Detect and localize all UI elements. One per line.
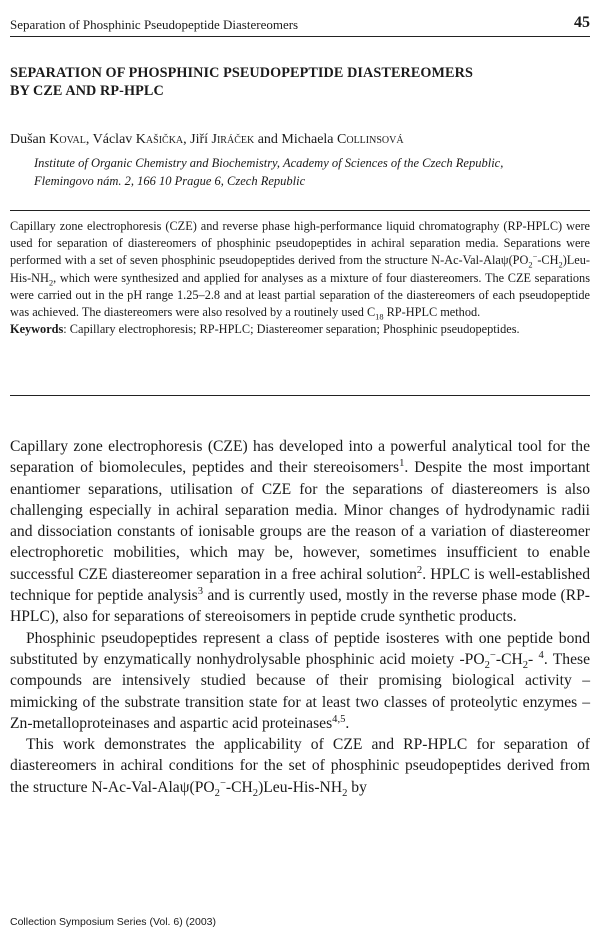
- psi-symbol: ψ: [179, 778, 190, 796]
- subscript: 2: [528, 260, 533, 270]
- keywords-label: Keywords: [10, 322, 64, 337]
- text-segment: Phosphinic pseudopeptides represent a class of peptide isosteres with one peptide bond substituted by enzymatically nonhydrolysable phosphinic acid moiety -PO: [10, 629, 590, 668]
- author-2-family: Kašička: [135, 132, 184, 147]
- text-segment: (PO: [189, 778, 215, 796]
- text-segment: )Leu-His-NH: [258, 778, 343, 796]
- text-segment: by: [347, 778, 367, 796]
- psi-symbol: ψ: [500, 253, 509, 268]
- paragraph-3: [10, 734, 590, 798]
- author-separator: ,: [85, 132, 93, 147]
- author-separator: and: [254, 132, 282, 147]
- text-segment: This work demonstrates the applicability of CZE and RP-HPLC for separation of diastereomers in achiral conditions for the set of phosphinic pseudopeptides derived from the structure N-Ac-Val-Ala: [10, 736, 590, 796]
- author-4-given: Michaela: [281, 132, 338, 147]
- abstract-segment: )Leu-His-NH: [10, 253, 590, 285]
- reference-marker[interactable]: 2: [416, 564, 423, 576]
- affiliation: [34, 154, 594, 190]
- journal-footer: Collection Symposium Series (Vol. 6) (2003): [10, 916, 217, 928]
- text-segment: . These compounds are intensively studied because of their promising biological activity – mimicking of the substrate transition state for at least two classes of proteolytic enzymes – Zn-metalloproteinases and aspartic acid proteinases: [10, 650, 591, 732]
- running-head-title: Separation of Phosphinic Pseudopeptide Diastereomers: [10, 17, 299, 32]
- text-segment: . HPLC is well-established technique for peptide analysis: [10, 565, 590, 605]
- subscript: 18: [375, 312, 384, 322]
- paragraph-1: [10, 436, 590, 628]
- article-title-line-1: SEPARATION OF PHOSPHINIC PSEUDOPEPTIDE DIASTEREOMERS: [10, 65, 473, 81]
- subscript: 2: [558, 260, 563, 270]
- abstract-box: [10, 210, 590, 396]
- text-segment: and is currently used, mostly in the reverse phase mode (RP-HPLC), also for separations of stereoisomers in peptide crude synthetic products.: [10, 587, 590, 626]
- reference-marker[interactable]: 4: [538, 649, 544, 661]
- subscript: 2: [214, 787, 220, 799]
- abstract-segment: -CH: [537, 253, 559, 268]
- subscript: 2: [252, 787, 259, 799]
- subscript: 2: [48, 278, 54, 288]
- reference-marker[interactable]: 1: [399, 458, 405, 470]
- superscript: −: [532, 252, 538, 262]
- text-segment: -CH: [495, 650, 523, 668]
- abstract-segment: , which were synthesized and applied for analyses as a mixture of four diastereomers. The CZE separations were carried out in the pH range 1.25–2.8 and at least partial separation of the diastereomers of each pseudopeptide was achieved. The diastereomers were also resolved by a routinely used C: [10, 270, 590, 320]
- text-segment: Capillary zone electrophoresis (CZE) has developed into a powerful analytical tool for the separation of biomolecules, peptides and their stereoisomers: [10, 438, 590, 477]
- abstract-segment: Capillary zone electrophoresis (CZE) and reverse phase high-performance liquid chromatography (RP-HPLC) were used for separation of diastereomers of phosphinic pseudopeptides in achiral separation media. Separations were performed with a set of seven phosphinic pseudopeptides derived from the structure N-Ac-Val-Ala: [10, 219, 590, 268]
- abstract-segment: (PO: [508, 253, 529, 268]
- reference-marker[interactable]: 4,5: [332, 713, 346, 725]
- superscript: −: [489, 649, 496, 661]
- author-list: [10, 131, 590, 149]
- author-1-family: Koval: [49, 132, 86, 147]
- author-3-given: Jiří: [190, 132, 212, 147]
- text-segment: -CH: [225, 778, 253, 796]
- superscript: −: [219, 777, 226, 789]
- abstract-text: [10, 218, 590, 321]
- abstract-segment: RP-HPLC method.: [383, 305, 481, 320]
- affiliation-line-2: Flemingovo nám. 2, 166 10 Prague 6, Czech Republic: [34, 174, 306, 188]
- text-segment: -: [528, 650, 539, 668]
- author-1-given: Dušan: [10, 132, 50, 147]
- keywords: [10, 321, 590, 338]
- article-title: [10, 64, 590, 100]
- article-title-line-2: BY CZE AND RP-HPLC: [10, 83, 164, 99]
- subscript: 2: [342, 787, 348, 799]
- text-segment: .: [345, 714, 350, 732]
- author-separator: ,: [183, 132, 191, 147]
- author-4-family: Collinsová: [337, 132, 404, 147]
- keywords-text: : Capillary electrophoresis; RP-HPLC; Diastereomer separation; Phosphinic pseudopeptides.: [63, 322, 520, 337]
- text-segment: . Despite the most important enantiomer separations, utilisation of CZE for the separations of diastereomers is also challenging especially in achiral separation media. Minor changes of hydrodynamic radii and dissociation constants of ionisable groups are the reason of a variation of diastereomer electrophoretic mobilities, which may be, however, sometimes insufficient to enable successful CZE diastereomer separation in a free achiral solution: [10, 459, 590, 583]
- running-head: [10, 14, 590, 37]
- paragraph-2: [10, 628, 590, 734]
- author-2-given: Václav: [92, 132, 136, 147]
- affiliation-line-1: Institute of Organic Chemistry and Biochemistry, Academy of Sciences of the Czech Republic,: [34, 156, 504, 170]
- subscript: 2: [484, 660, 490, 672]
- reference-marker[interactable]: 3: [197, 585, 204, 597]
- subscript: 2: [522, 660, 529, 672]
- author-3-family: Jiráček: [211, 132, 255, 147]
- page-number: 45: [574, 14, 590, 31]
- body-text: [10, 436, 590, 798]
